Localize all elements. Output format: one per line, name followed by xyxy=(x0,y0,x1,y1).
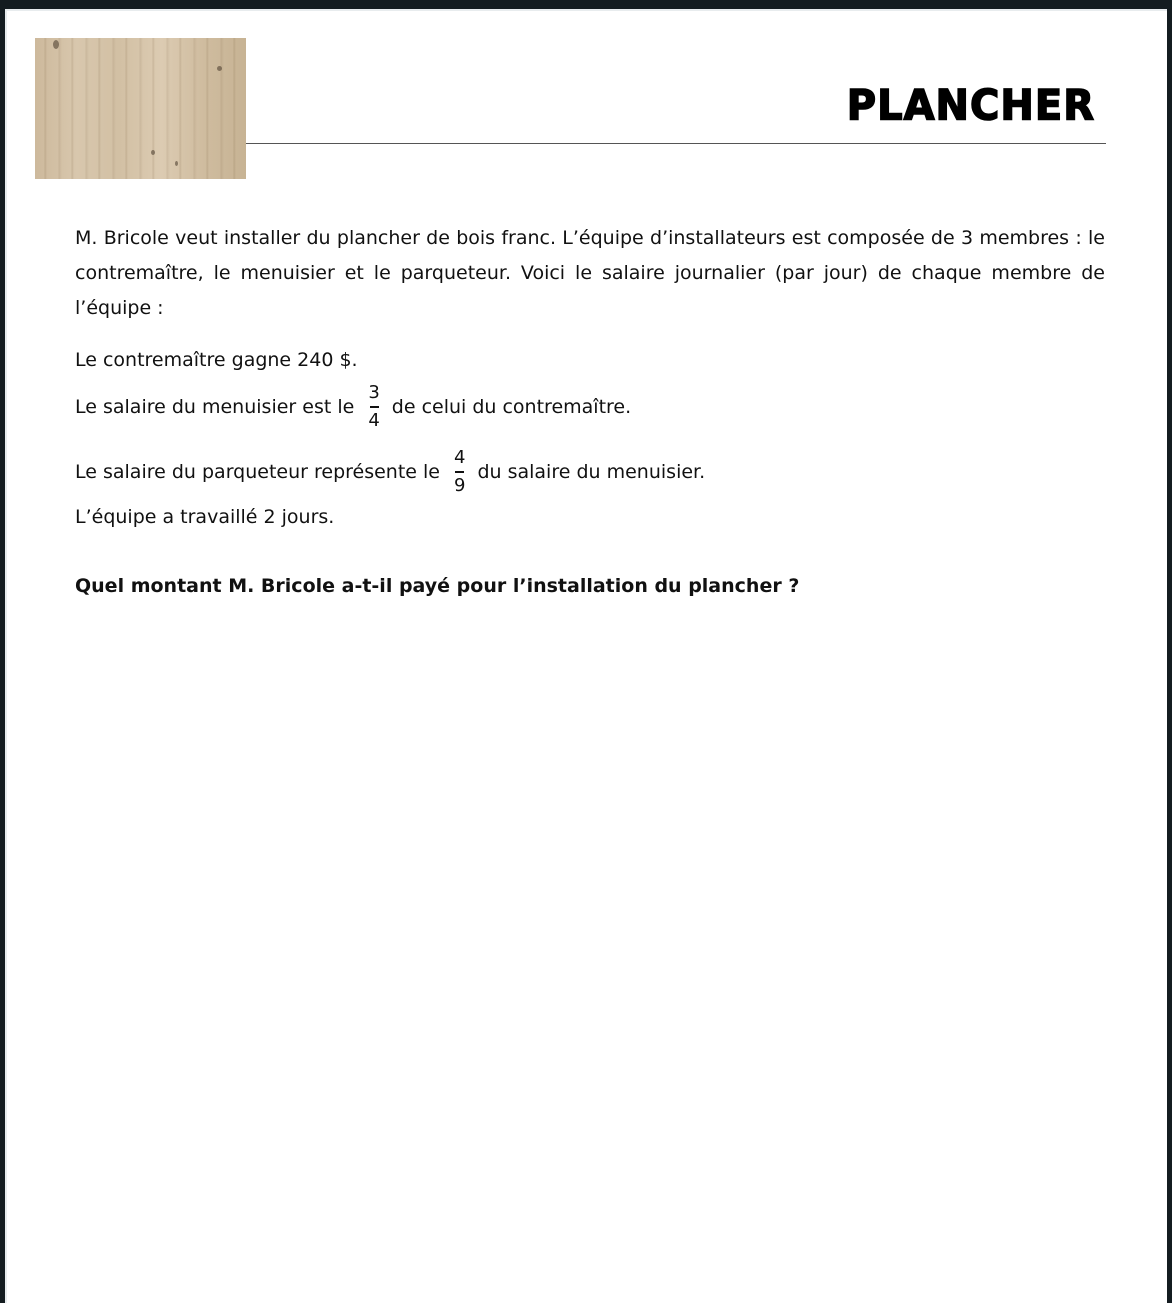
page-title: PLANCHER xyxy=(846,81,1095,131)
fraction-denominator: 4 xyxy=(368,410,380,431)
problem-body xyxy=(75,221,1105,601)
statement-floorer-after: du salaire du menuisier. xyxy=(477,461,706,483)
fraction-bar xyxy=(455,471,464,473)
header-divider xyxy=(246,143,1106,144)
statement-foreman: Le contremaître gagne 240 $. xyxy=(75,349,358,371)
statement-carpenter-before: Le salaire du menuisier est le xyxy=(75,396,355,418)
statement-carpenter xyxy=(75,379,1105,435)
statement-floorer-before: Le salaire du parqueteur représente le xyxy=(75,461,440,483)
problem-intro: M. Bricole veut installer du plancher de bois franc. L’équipe d’installateurs est composée de 3 membres : le contremaître, le menuisier et le parqueteur. Voici le salaire journalier (par jour) de chaque membre de l’équipe : xyxy=(75,227,1105,319)
worksheet-page xyxy=(5,9,1167,1303)
fraction-denominator: 9 xyxy=(454,475,466,496)
statement-days: L’équipe a travaillé 2 jours. xyxy=(75,506,335,528)
fraction-three-quarters xyxy=(368,383,379,431)
fraction-bar xyxy=(370,406,379,408)
statement-carpenter-after: de celui du contremaître. xyxy=(391,396,632,418)
wood-floor-image xyxy=(35,38,246,179)
statement-floorer xyxy=(75,444,1105,500)
problem-question: Quel montant M. Bricole a-t-il payé pour l’installation du plancher ? xyxy=(75,575,800,597)
fraction-four-ninths xyxy=(454,448,465,496)
fraction-numerator: 3 xyxy=(368,382,380,403)
fraction-numerator: 4 xyxy=(454,447,466,468)
